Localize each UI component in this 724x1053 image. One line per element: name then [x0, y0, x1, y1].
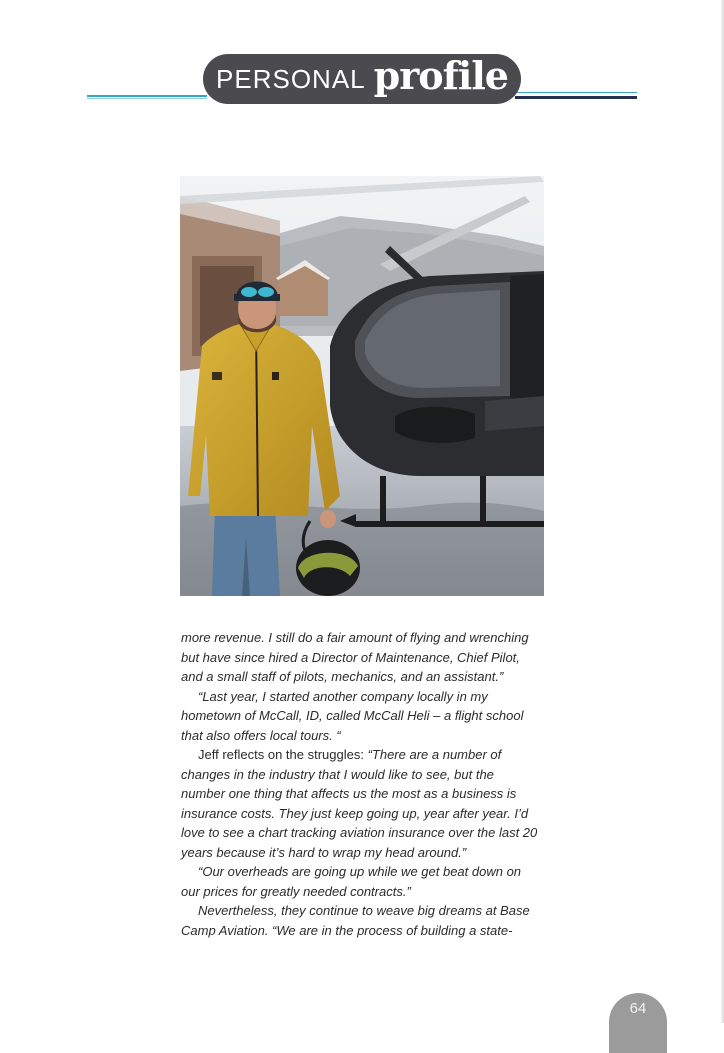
article-line: but have since hired a Director of Maintenance, Chief Pilot, — [181, 649, 520, 665]
article-line: and a small staff of pilots, mechanics, and an assistant.” — [181, 669, 504, 684]
header-rule-right — [515, 96, 637, 99]
article-line: “Last year, I started another company locally in my — [198, 688, 488, 704]
article-line — [181, 745, 553, 765]
article-line: years because it’s hard to wrap my head around.” — [181, 844, 467, 860]
article-line: that also offers local tours. “ — [181, 727, 341, 743]
header-rule-left-thin — [87, 98, 207, 99]
pilot-helicopter-photo — [180, 176, 544, 596]
article-line — [181, 901, 553, 921]
article-line-plain: Nevertheless, they continue to weave big dreams at Base — [198, 903, 530, 918]
article-line: insurance costs. They just keep going up, year after year. I’d — [181, 805, 529, 821]
page-number-tab — [609, 993, 667, 1053]
section-header-word-personal: PERSONAL — [216, 63, 366, 94]
article-line: number one thing that affects us the most as a business is — [181, 786, 517, 801]
article-line: love to see a chart tracking aviation insurance over the last 20 — [181, 825, 538, 840]
article-line-plain: Jeff reflects on the struggles: — [198, 747, 368, 762]
header-rule-left — [87, 95, 207, 97]
article-line: “Our overheads are going up while we get beat down on — [198, 864, 522, 879]
article-line: hometown of McCall, ID, called McCall Heli – a flight school — [181, 708, 524, 723]
header-rule-right-thin — [515, 92, 637, 93]
article-line: changes in the industry that I would like to see, but the — [181, 766, 494, 782]
page-number: 64 — [629, 1000, 647, 1017]
article-line-quote: “We are in the process of building a state- — [272, 922, 513, 938]
article-line-quote: “There are a number of — [367, 747, 502, 762]
article-line: our prices for greatly needed contracts.” — [181, 883, 411, 899]
section-header-word-profile: profile — [373, 53, 508, 98]
section-header-pill — [203, 54, 521, 104]
article-photo — [180, 176, 544, 596]
article-line — [181, 921, 553, 941]
article-body — [181, 628, 553, 940]
article-line-plain: Camp Aviation. — [181, 922, 273, 938]
article-line: more revenue. I still do a fair amount of flying and wrenching — [181, 630, 529, 645]
